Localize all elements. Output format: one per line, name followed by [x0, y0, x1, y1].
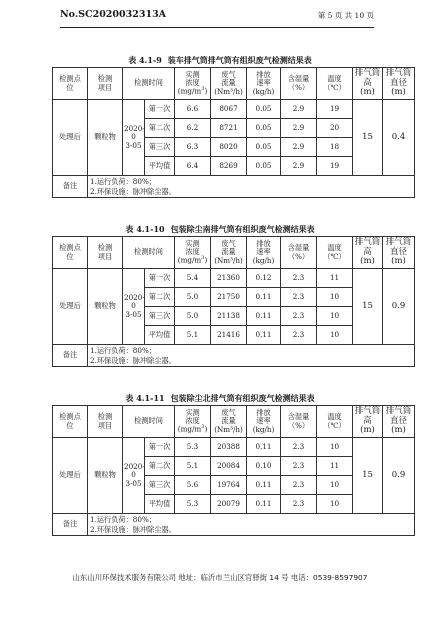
remarks-text: 1.运行负荷：80%； 2.环保设施：脉冲除尘器。	[88, 514, 415, 536]
header-diameter: 排气筒 直径 (m)	[383, 237, 415, 269]
run-label: 第二次	[145, 288, 175, 307]
conc-value: 5.4	[175, 269, 211, 288]
table-caption	[0, 393, 440, 404]
rate-value: 0.10	[247, 457, 281, 476]
header-row	[53, 68, 415, 100]
remarks-text: 1.运行负荷：80%； 2.环保设施：脉冲除尘器。	[88, 345, 415, 367]
moisture-value: 2.9	[281, 138, 317, 157]
rate-value: 0.05	[247, 119, 281, 138]
run-label: 第一次	[145, 438, 175, 457]
table-title: 包装除尘南排气筒有组织废气检测结果表	[170, 224, 315, 234]
run-label: 第一次	[145, 100, 175, 119]
conc-value: 6.4	[175, 157, 211, 176]
flow-value: 20388	[211, 438, 247, 457]
flow-value: 8721	[211, 119, 247, 138]
temp-value: 10	[317, 438, 353, 457]
run-label: 第二次	[145, 457, 175, 476]
conc-value: 5.6	[175, 476, 211, 495]
header-conc: 实测 浓度 $(mg/m^3)$	[175, 406, 211, 438]
header-item: 检测 项目	[88, 68, 123, 100]
temp-value: 10	[317, 288, 353, 307]
run-label: 第三次	[145, 138, 175, 157]
header-conc: 实测 浓度 $(mg/m^3)$	[175, 68, 211, 100]
remarks-label: 备注	[53, 176, 88, 198]
moisture-value: 2.3	[281, 476, 317, 495]
rate-value: 0.11	[247, 326, 281, 345]
header-temp: 温度 （℃）	[317, 406, 353, 438]
run-label: 平均值	[145, 157, 175, 176]
header-rate: 排放 速率 (kg/h)	[247, 406, 281, 438]
table-title: 包装除尘北排气筒有组织废气检测结果表	[170, 393, 315, 403]
header-moisture: 含湿量（%）	[281, 68, 317, 100]
table-number: 表 4.1-10	[125, 224, 165, 234]
header-diameter: 排气筒 直径 (m)	[383, 68, 415, 100]
moisture-value: 2.3	[281, 307, 317, 326]
header-diameter: 排气筒 直径 (m)	[383, 406, 415, 438]
table-title: 装车排气筒排气筒有组织废气检测结果表	[167, 55, 312, 65]
diameter-value: 0.9	[383, 438, 415, 514]
height-value: 15	[353, 269, 383, 345]
point-cell: 处理后	[53, 100, 88, 176]
height-value: 15	[353, 438, 383, 514]
item-cell: 颗粒物	[88, 100, 123, 176]
table-number: 表 4.1-9	[128, 55, 162, 65]
header-point: 检测点 位	[53, 68, 88, 100]
remarks-row	[53, 345, 415, 367]
flow-value: 8067	[211, 100, 247, 119]
header-flow: 废气 流量 (Nm³/h)	[211, 406, 247, 438]
results-table	[52, 236, 415, 367]
table-row	[53, 100, 415, 119]
header-time: 检测时间	[123, 406, 175, 438]
header-item: 检测 项目	[88, 237, 123, 269]
flow-value: 20084	[211, 457, 247, 476]
conc-value: 6.6	[175, 100, 211, 119]
date-cell: 2020-0 3-05	[123, 100, 145, 176]
diameter-value: 0.4	[383, 100, 415, 176]
date-cell: 2020-0 3-05	[123, 269, 145, 345]
temp-value: 11	[317, 269, 353, 288]
header-temp: 温度 （℃）	[317, 237, 353, 269]
header-flow: 废气 流量 (Nm³/h)	[211, 237, 247, 269]
header-conc: 实测 浓度 $(mg/m^3)$	[175, 237, 211, 269]
table-caption	[0, 224, 440, 235]
rate-value: 0.05	[247, 138, 281, 157]
header-time: 检测时间	[123, 237, 175, 269]
temp-value: 10	[317, 326, 353, 345]
rate-value: 0.11	[247, 288, 281, 307]
header-moisture: 含湿量（%）	[281, 406, 317, 438]
remarks-row	[53, 514, 415, 536]
flow-value: 21750	[211, 288, 247, 307]
run-label: 第三次	[145, 307, 175, 326]
header-flow: 废气 流量 (Nm³/h)	[211, 68, 247, 100]
conc-value: 5.3	[175, 438, 211, 457]
results-table	[52, 405, 415, 536]
header-height: 排气筒 高 (m)	[353, 237, 383, 269]
remarks-row	[53, 176, 415, 198]
temp-value: 18	[317, 138, 353, 157]
remarks-text: 1.运行负荷：80%； 2.环保设施：脉冲除尘器。	[88, 176, 415, 198]
header-time: 检测时间	[123, 68, 175, 100]
temp-value: 19	[317, 100, 353, 119]
conc-value: 6.2	[175, 119, 211, 138]
table-number: 表 4.1-11	[125, 393, 165, 403]
flow-value: 19764	[211, 476, 247, 495]
header-height: 排气筒 高 (m)	[353, 68, 383, 100]
moisture-value: 2.9	[281, 157, 317, 176]
run-label: 第三次	[145, 476, 175, 495]
header-rate: 排放 速率 (kg/h)	[247, 68, 281, 100]
flow-value: 8020	[211, 138, 247, 157]
header-moisture: 含湿量（%）	[281, 237, 317, 269]
moisture-value: 2.3	[281, 326, 317, 345]
moisture-value: 2.3	[281, 269, 317, 288]
moisture-value: 2.9	[281, 119, 317, 138]
flow-value: 21138	[211, 307, 247, 326]
header-row	[53, 237, 415, 269]
rate-value: 0.12	[247, 269, 281, 288]
moisture-value: 2.9	[281, 100, 317, 119]
conc-value: 5.1	[175, 457, 211, 476]
results-table	[52, 67, 415, 198]
header-row	[53, 406, 415, 438]
table-caption	[0, 55, 440, 66]
temp-value: 11	[317, 457, 353, 476]
diameter-value: 0.9	[383, 269, 415, 345]
temp-value: 19	[317, 157, 353, 176]
conc-value: 5.0	[175, 288, 211, 307]
header-item: 检测 项目	[88, 406, 123, 438]
table-row	[53, 269, 415, 288]
page-info: 第 5 页 共 10 页	[317, 11, 374, 20]
rate-value: 0.11	[247, 476, 281, 495]
rate-value: 0.11	[247, 307, 281, 326]
temp-value: 10	[317, 476, 353, 495]
moisture-value: 2.3	[281, 495, 317, 514]
remarks-label: 备注	[53, 514, 88, 536]
table-row	[53, 438, 415, 457]
point-cell: 处理后	[53, 438, 88, 514]
flow-value: 8269	[211, 157, 247, 176]
header-rate: 排放 速率 (kg/h)	[247, 237, 281, 269]
conc-value: 5.3	[175, 495, 211, 514]
rate-value: 0.11	[247, 495, 281, 514]
rate-value: 0.05	[247, 100, 281, 119]
point-cell: 处理后	[53, 269, 88, 345]
page-header	[60, 6, 374, 28]
run-label: 第一次	[145, 269, 175, 288]
header-height: 排气筒 高 (m)	[353, 406, 383, 438]
moisture-value: 2.3	[281, 457, 317, 476]
remarks-label: 备注	[53, 345, 88, 367]
temp-value: 10	[317, 307, 353, 326]
temp-value: 10	[317, 495, 353, 514]
conc-value: 5.0	[175, 307, 211, 326]
conc-value: 6.3	[175, 138, 211, 157]
run-label: 平均值	[145, 326, 175, 345]
flow-value: 21416	[211, 326, 247, 345]
run-label: 第二次	[145, 119, 175, 138]
header-point: 检测点 位	[53, 406, 88, 438]
temp-value: 20	[317, 119, 353, 138]
item-cell: 颗粒物	[88, 269, 123, 345]
moisture-value: 2.3	[281, 438, 317, 457]
moisture-value: 2.3	[281, 288, 317, 307]
flow-value: 20079	[211, 495, 247, 514]
rate-value: 0.11	[247, 438, 281, 457]
page-footer: 山东山川环保技术服务有限公司 地址：临沂市兰山区官驿街 14 号 电话：0539-8597907	[72, 573, 368, 582]
run-label: 平均值	[145, 495, 175, 514]
height-value: 15	[353, 100, 383, 176]
conc-value: 5.1	[175, 326, 211, 345]
header-temp: 温度 （℃）	[317, 68, 353, 100]
header-point: 检测点 位	[53, 237, 88, 269]
item-cell: 颗粒物	[88, 438, 123, 514]
date-cell: 2020-0 3-05	[123, 438, 145, 514]
flow-value: 21360	[211, 269, 247, 288]
rate-value: 0.05	[247, 157, 281, 176]
report-number: No.SC2020032313A	[60, 9, 167, 20]
